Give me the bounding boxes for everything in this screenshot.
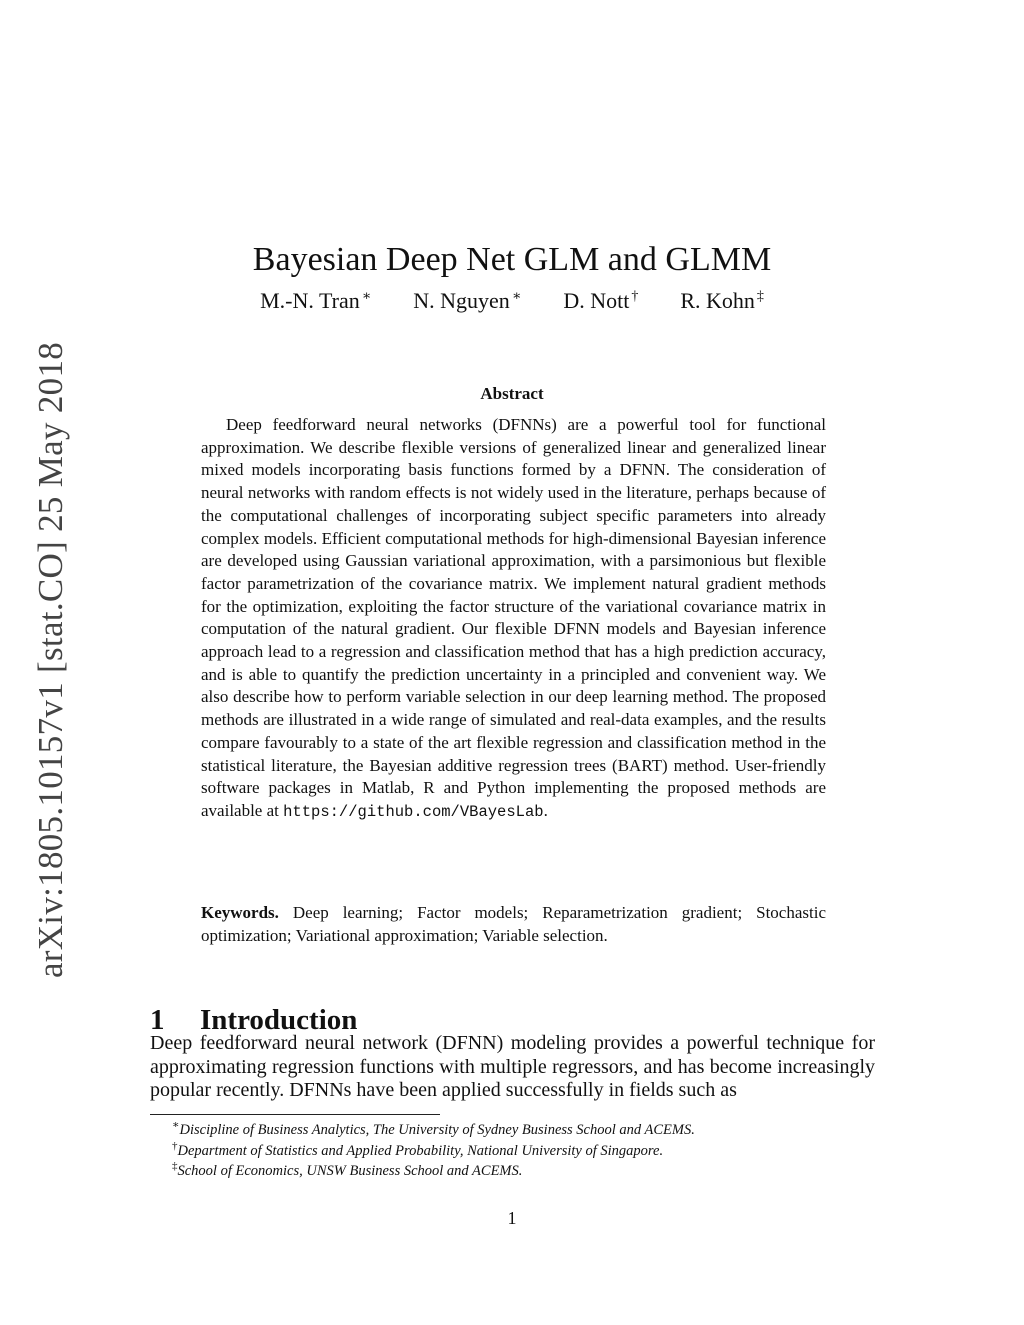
footnote-text: Discipline of Business Analytics, The University of Sydney Business School and ACEMS. [179,1122,695,1138]
introduction-paragraph: Deep feedforward neural network (DFNN) modeling provides a powerful technique for approximating regression functions with multiple regressors, and has become increasingly popular recently. DFNNs have been applied successfully in fields such as [150,1032,875,1102]
abstract-text: Deep feedforward neural networks (DFNNs) are a powerful tool for functional approximation. We describe flexible versions of generalized linear and generalized linear mixed models incorporating basis functions formed by a DFNN. The consideration of neural networks with random effects is not widely used in the literature, perhaps because of the computational challenges of incorporating subject specific parameters into already complex models. Efficient computational methods for high-dimensional Bayesian inference are developed using Gaussian variational approximation, with a parsimonious but flexible factor parametrization of the covariance matrix. We implement natural gradient methods for the optimization, exploiting the factor structure of the variational covariance matrix in computation of the natural gradient. Our flexible DFNN models and Bayesian inference approach lead to a regression and classification method that has a high prediction accuracy, and is able to quantify the prediction uncertainty in a principled and convenient way. We also describe how to perform variable selection in our deep learning method. The proposed methods are illustrated in a wide range of simulated and real-data examples, and the results compare favourably to a state of the art flexible regression and classification method in the statistical literature, the Bayesian additive regression trees (BART) method. User-friendly software packages in Matlab, R and Python implementing the proposed methods are available at [201,415,826,820]
keywords-text: Deep learning; Factor models; Reparametrization gradient; Stochastic optimization; Variational approximation; Variable selection. [201,903,826,945]
author-1 [260,288,371,314]
footnotes [172,1120,872,1182]
footnote-text: Department of Statistics and Applied Probability, National University of Singapore. [177,1142,664,1159]
footnote-mark: ‡ [172,1160,178,1173]
author-name: R. Kohn [680,288,755,313]
author-name: N. Nguyen [413,288,510,313]
keywords-paragraph [201,902,826,947]
author-name: M.-N. Tran [260,288,360,313]
abstract-end-punctuation: . [543,800,548,820]
footnote-mark: † [172,1139,178,1152]
section-number: 1 [150,1004,165,1037]
paper-title: Bayesian Deep Net GLM and GLMM [252,240,772,278]
footnote-mark: ∗ [172,1119,180,1132]
abstract-body [201,414,826,824]
author-3 [563,288,638,314]
author-name: D. Nott [563,288,630,313]
author-4 [680,288,764,314]
arxiv-identifier-text: arXiv:1805.10157v1 [stat.CO] 25 May 2018 [31,341,71,979]
author-affiliation-mark: † [631,288,639,304]
page-number: 1 [507,1208,517,1228]
footnote-divider [150,1114,440,1115]
footnote-1 [172,1120,872,1141]
section-title: Introduction [200,1004,358,1037]
author-2 [413,288,521,314]
author-affiliation-mark: ∗ [361,288,372,304]
keywords-label: Keywords. [201,903,279,922]
arxiv-identifier-stamp [32,340,70,980]
github-link[interactable]: https://github.com/VBayesLab [283,802,544,821]
footnote-text: School of Economics, UNSW Business School and ACEMS. [177,1163,523,1179]
footnote-2 [172,1141,872,1162]
footnote-3 [172,1161,872,1182]
abstract-heading: Abstract [480,384,544,403]
author-affiliation-mark: ∗ [511,288,522,304]
author-affiliation-mark: ‡ [756,288,764,304]
author-list [0,288,1024,314]
